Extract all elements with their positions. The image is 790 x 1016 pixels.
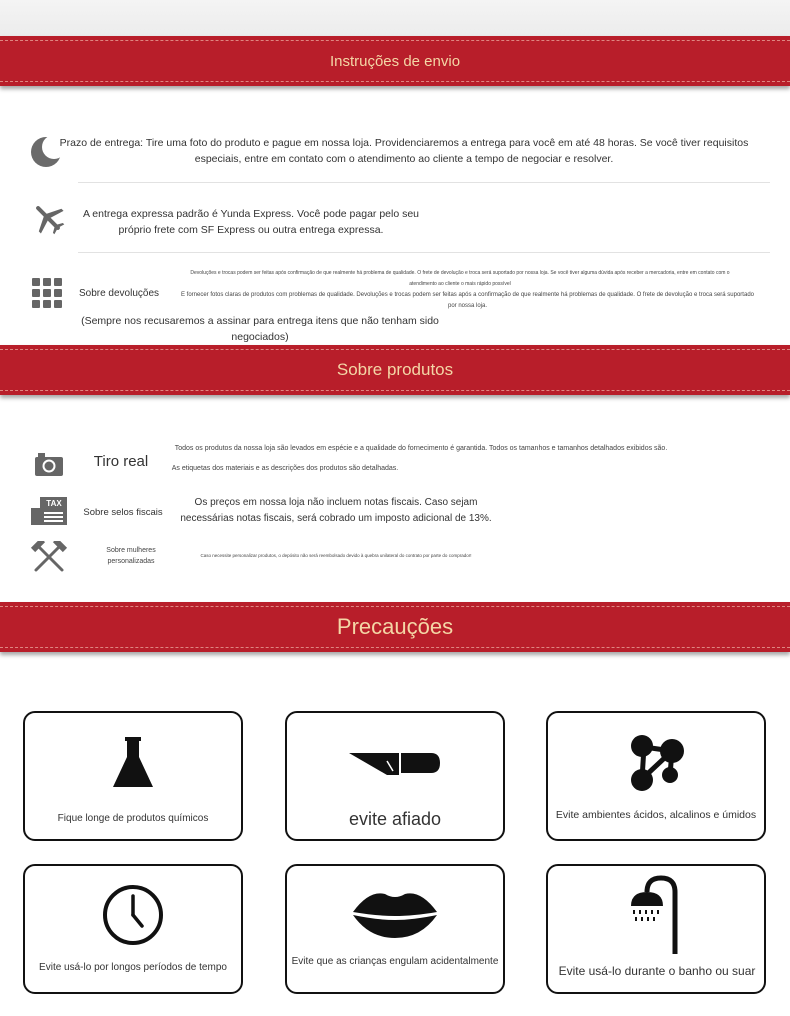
divider [78,252,770,253]
airplane-icon [30,200,66,236]
precaution-card [23,711,243,841]
lips-icon [287,888,503,940]
shower-icon [548,874,764,954]
precaution-label: Evite usá-lo por longos períodos de tempo [39,962,227,973]
precaution-label: Evite usá-lo durante o banho ou suar [558,964,756,978]
tax-text: Os preços em nossa loja não incluem notas fiscais. Caso sejam necessárias notas fiscais, será cobrado um imposto adicional de 13%. [180,497,492,524]
precaution-label: Fique longe de produtos químicos [57,813,209,824]
shipping-banner-title: Instruções de envio [329,52,461,70]
knife-icon [287,749,503,777]
precaution-card [285,711,505,841]
top-strip [0,0,790,36]
precaution-label: Evite que as crianças engulam acidentalmente [291,956,499,967]
products-banner-title: Sobre produtos [336,360,454,379]
precaution-card [546,864,766,994]
precaution-label: Evite ambientes ácidos, alcalinos e úmidos [555,809,757,821]
grid-icon [32,278,62,308]
precaution-label: evite afiado [348,809,442,829]
precautions-banner-title: Precauções [336,614,454,639]
molecule-icon [548,733,764,793]
flask-icon [25,737,241,789]
refuse-note: (Sempre nos recusaremos a assinar para entrega itens que não tenham sido negociados) [81,315,439,343]
clock-icon [25,884,241,946]
express-text: A entrega expressa padrão é Yunda Express. Você pode pagar pelo seu próprio frete com SF Express ou outra entrega expressa. [82,208,420,236]
returns-text: E fornecer fotos claras de produtos com problemas de qualidade. Devoluções e trocas podem ser feitas após a confirmação de que realmente há problemas de qualidade. O frete de devolução e troca será suportado por nossa loja. [180,292,754,309]
real-shot-label: Tiro real [93,453,149,470]
precaution-card [23,864,243,994]
products-banner [0,345,790,395]
hammers-icon [31,541,67,573]
divider [78,182,770,183]
real-shot-text-2: As etiquetas dos materiais e as descrições dos produtos são detalhadas. [171,465,399,472]
delivery-text: Prazo de entrega: Tire uma foto do produto e pague em nossa loja. Providenciaremos a entrega para você em até 48 horas. Se você tiver requisitos especiais, entre em contato com o atendimento ao cliente a tempo de negociar e resolver. [59,137,749,165]
tax-label: Sobre selos fiscais [83,507,163,518]
custom-text: Caso necessite personalizar produtos, o depósito não será reembolsado devido à quebra unilateral do contrato por parte do comprador! [200,553,472,558]
real-shot-text-1: Todos os produtos da nossa loja são levados em espécie e a qualidade do fornecimento é garantida. Todos os tamanhos e tamanhos detalhados exibidos são. [174,445,668,452]
camera-icon [34,451,64,477]
precaution-card [285,864,505,994]
precautions-banner [0,602,790,652]
custom-label: Sobre mulheres personalizadas [106,547,156,565]
returns-label: Sobre devoluções [78,288,160,299]
returns-small-text: Devoluções e trocas podem ser feitas após confirmação de que realmente há problema de qualidade. O frete de devolução e troca será suportado por nossa loja. Se você tiver alguma dúvida após receber a mercadoria, entre em contato com o atendimento ao cliente o mais rápido possível [190,270,730,287]
tax-icon [30,496,68,526]
shipping-banner [0,36,790,86]
precaution-card [546,711,766,841]
tax-icon-text: TAX [46,499,62,508]
